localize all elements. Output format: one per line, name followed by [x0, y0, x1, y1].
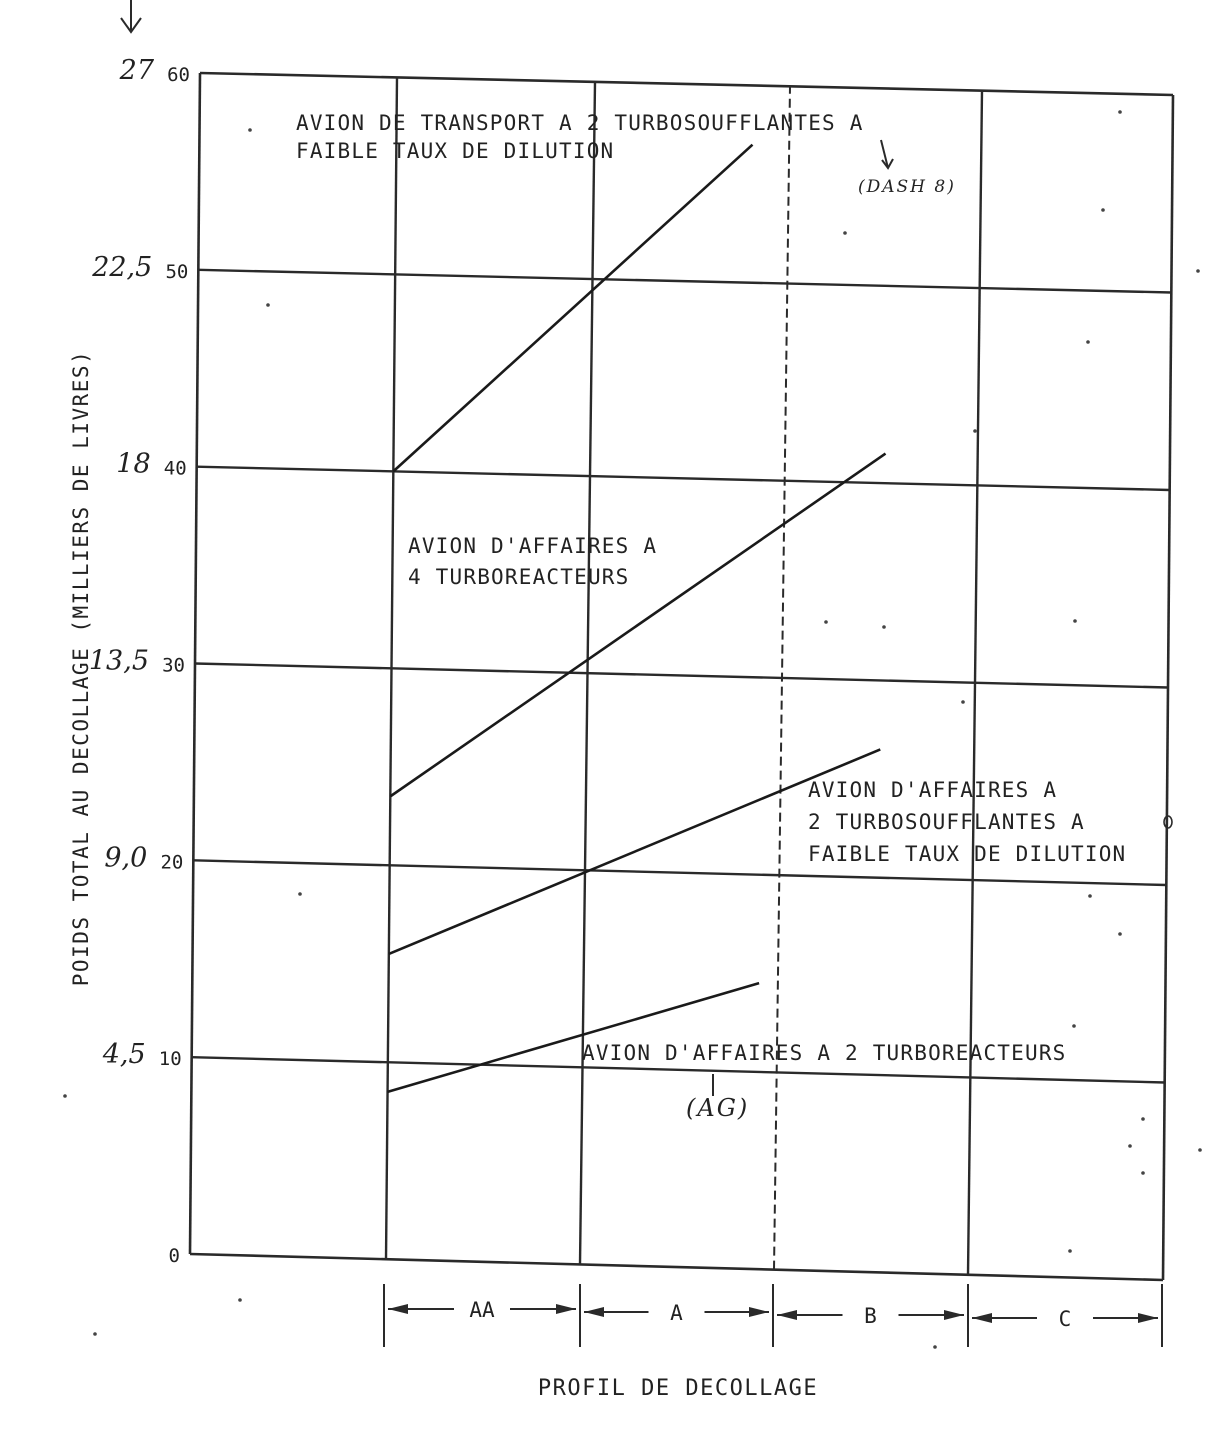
grid: [192, 77, 1172, 1274]
scan-speck: [266, 303, 270, 307]
scan-speck: [882, 625, 886, 629]
series-label: FAIBLE TAUX DE DILUTION: [296, 139, 615, 163]
handwritten-y-tick-label: 22,5: [92, 251, 153, 283]
series-line: [393, 145, 752, 472]
y-tick-label: 10: [158, 1048, 182, 1071]
series-label: AVION D'AFFAIRES A: [808, 778, 1058, 802]
series-label: 4 TURBOREACTEURS: [408, 565, 630, 589]
handwritten-y-tick-labels: [89, 55, 155, 1070]
profile-arrowhead-left: [388, 1304, 408, 1314]
scan-speck: [933, 1345, 937, 1349]
scan-speck: [63, 1094, 67, 1098]
series-label: FAIBLE TAUX DE DILUTION: [808, 842, 1127, 866]
frame-top: [200, 73, 1173, 95]
x-axis-label: PROFIL DE DECOLLAGE: [537, 1376, 819, 1401]
scan-speck: [1196, 269, 1200, 273]
profile-category-label: C: [1058, 1307, 1072, 1331]
scan-speck: [1072, 1024, 1076, 1028]
profile-arrowhead-right: [556, 1304, 576, 1314]
handwritten-y-tick-label: 27: [119, 55, 154, 86]
scan-speck: [93, 1332, 97, 1336]
scan-speck: [1068, 1249, 1072, 1253]
handwritten-y-tick-label: 9,0: [104, 842, 148, 874]
y-tick-labels: [159, 64, 190, 1267]
series-lines: [388, 145, 886, 1092]
series-label: AVION DE TRANSPORT A 2 TURBOSOUFFLANTES A: [296, 111, 864, 135]
y-tick-label: 0: [168, 1245, 180, 1267]
handwritten-y-tick-label: 13,5: [88, 645, 149, 677]
gridline-horizontal: [197, 467, 1170, 490]
profile-category-label: AA: [469, 1298, 495, 1322]
series-annotation: (AG): [686, 1094, 750, 1122]
gridline-horizontal: [195, 664, 1168, 688]
profile-category-label: A: [670, 1301, 683, 1325]
scan-speck: [1088, 894, 1092, 898]
scan-speck: [843, 231, 847, 235]
series-label: AVION D'AFFAIRES A: [408, 534, 658, 558]
profile-arrowhead-left: [972, 1313, 992, 1323]
profile-arrowhead-right: [944, 1310, 964, 1320]
series-line: [390, 454, 885, 797]
takeoff-profile-axis: [384, 1284, 1162, 1347]
scan-speck: [1128, 1144, 1132, 1148]
scan-speck: [973, 429, 977, 433]
y-tick-label: 30: [162, 654, 185, 677]
scan-speck: [1118, 932, 1122, 936]
y-axis-label: POIDS TOTAL AU DECOLLAGE (MILLIERS DE LIVRES): [69, 349, 93, 987]
scan-speck: [248, 128, 252, 132]
scan-speck: [298, 892, 302, 896]
series-labels: [296, 111, 1126, 1122]
series-label: 2 TURBOSOUFFLANTES A: [808, 810, 1085, 834]
scan-speck: [1198, 1148, 1202, 1152]
scan-speck: [961, 700, 965, 704]
y-tick-label: 20: [160, 851, 184, 874]
scan-speck: [1141, 1171, 1145, 1175]
y-tick-label: 50: [165, 260, 189, 283]
scan-speck: [1141, 1117, 1145, 1121]
series-line: [389, 749, 880, 953]
scan-speck: [1086, 340, 1090, 344]
gridline-horizontal: [198, 270, 1171, 293]
profile-arrowhead-left: [777, 1310, 797, 1320]
scan-speck: [238, 1298, 242, 1302]
y-tick-label: 60: [167, 64, 190, 86]
profile-arrowhead-right: [749, 1307, 769, 1317]
profile-arrowhead-right: [1138, 1313, 1158, 1323]
scan-speck: [1073, 619, 1077, 623]
series-annotation: (DASH 8): [858, 177, 956, 197]
series-label: AVION D'AFFAIRES A 2 TURBOREACTEURS: [582, 1041, 1067, 1065]
handwritten-y-tick-label: 18: [116, 448, 151, 480]
series-line: [388, 983, 760, 1092]
profile-arrowhead-left: [584, 1307, 604, 1317]
handwritten-y-tick-label: 4,5: [102, 1039, 146, 1071]
scan-speck: [824, 620, 828, 624]
y-tick-label: 40: [163, 457, 187, 480]
frame-bottom: [190, 1254, 1163, 1280]
profile-category-label: B: [864, 1304, 877, 1328]
scan-speck: [1101, 208, 1105, 212]
scan-speck: [1118, 110, 1122, 114]
